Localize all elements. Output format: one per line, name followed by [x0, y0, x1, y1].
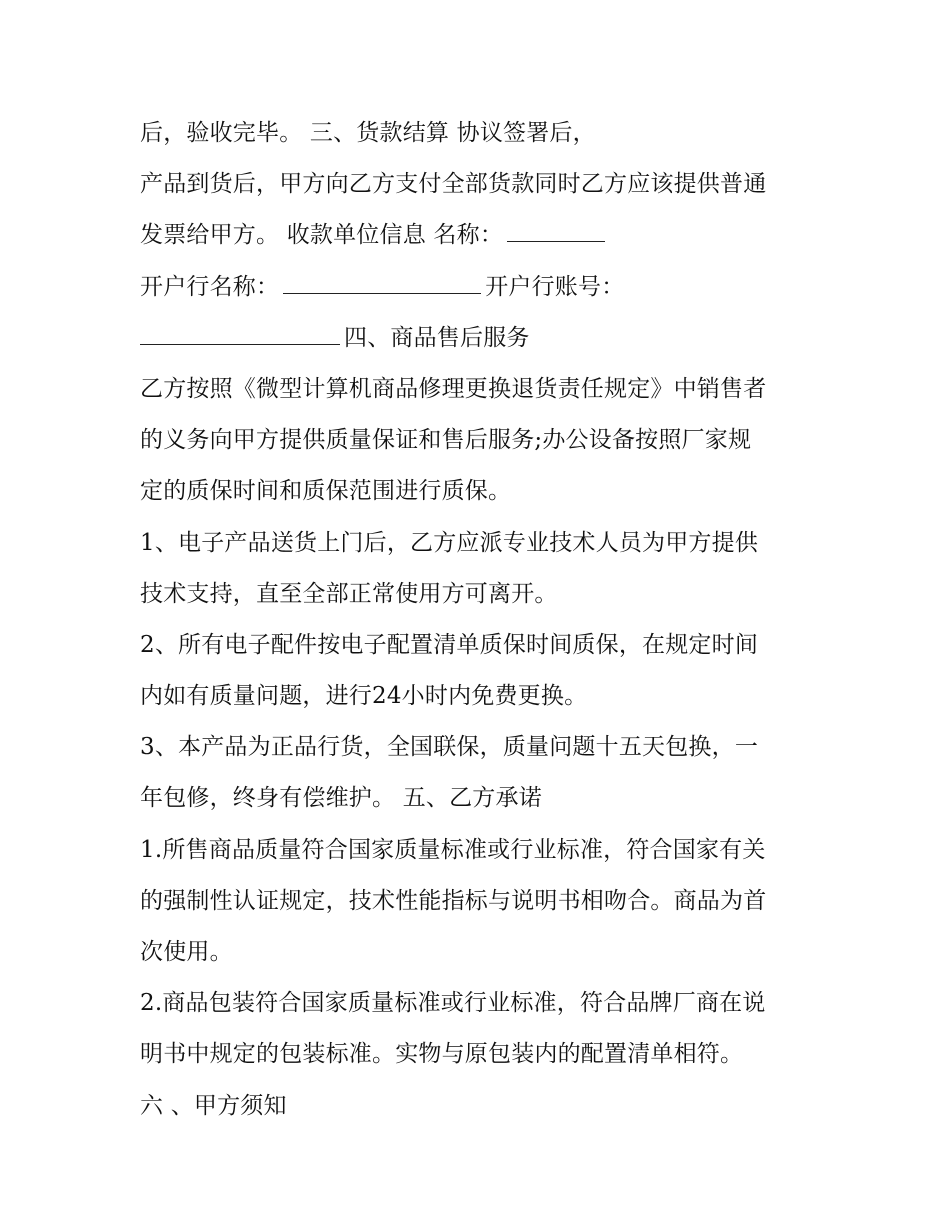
text-line-6: 乙方按照《微型计算机商品修理更换退货责任规定》中销售者	[140, 375, 767, 402]
text-line-16: 的强制性认证规定，技术性能指标与说明书相吻合。商品为首	[140, 887, 767, 914]
text-line-7: 的义务向甲方提供质量保证和售后服务;办公设备按照厂家规	[140, 427, 752, 454]
text-line-14: 年包修，终身有偿维护。 五、乙方承诺	[140, 785, 542, 812]
bank-name-blank	[283, 275, 481, 294]
document-page	[140, 108, 820, 1132]
text-line-8: 定的质保时间和质保范围进行质保。	[140, 478, 512, 505]
text-line-5	[140, 313, 820, 364]
text-line-1: 后，验收完毕。 三、货款结算 协议签署后，	[140, 120, 596, 146]
text-line-17: 次使用。	[140, 939, 233, 965]
section-six-heading: 六 、甲方须知	[140, 1092, 287, 1119]
bank-account-blank	[140, 326, 340, 345]
payee-name-label: 发票给甲方。 收款单位信息 名称：	[140, 222, 504, 249]
text-line-13: 3、本产品为正品行货，全国联保，质量问题十五天包换，一	[140, 734, 759, 761]
payee-name-blank	[507, 223, 605, 242]
text-line-18: 2.商品包装符合国家质量标准或行业标准，符合品牌厂商在说	[140, 990, 766, 1017]
text-line-2: 产品到货后，甲方向乙方支付全部货款同时乙方应该提供普通	[140, 171, 767, 198]
text-line-10: 技术支持，直至全部正常使用方可离开。	[140, 580, 558, 607]
text-line-3	[140, 210, 820, 261]
section-four-heading: 四、商品售后服务	[344, 324, 530, 351]
text-line-4	[140, 262, 820, 313]
text-line-12: 内如有质量问题，进行24小时内免费更换。	[140, 683, 588, 710]
text-line-19: 明书中规定的包装标准。实物与原包装内的配置清单相符。	[140, 1041, 744, 1068]
text-line-9: 1、电子产品送货上门后，乙方应派专业技术人员为甲方提供	[140, 529, 759, 556]
text-line-15: 1.所售商品质量符合国家质量标准或行业标准，符合国家有关	[140, 836, 766, 863]
bank-account-label: 开户行账号：	[485, 273, 625, 300]
bank-name-label: 开户行名称：	[140, 273, 280, 300]
text-line-11: 2、所有电子配件按电子配置清单质保时间质保，在规定时间	[140, 631, 759, 658]
